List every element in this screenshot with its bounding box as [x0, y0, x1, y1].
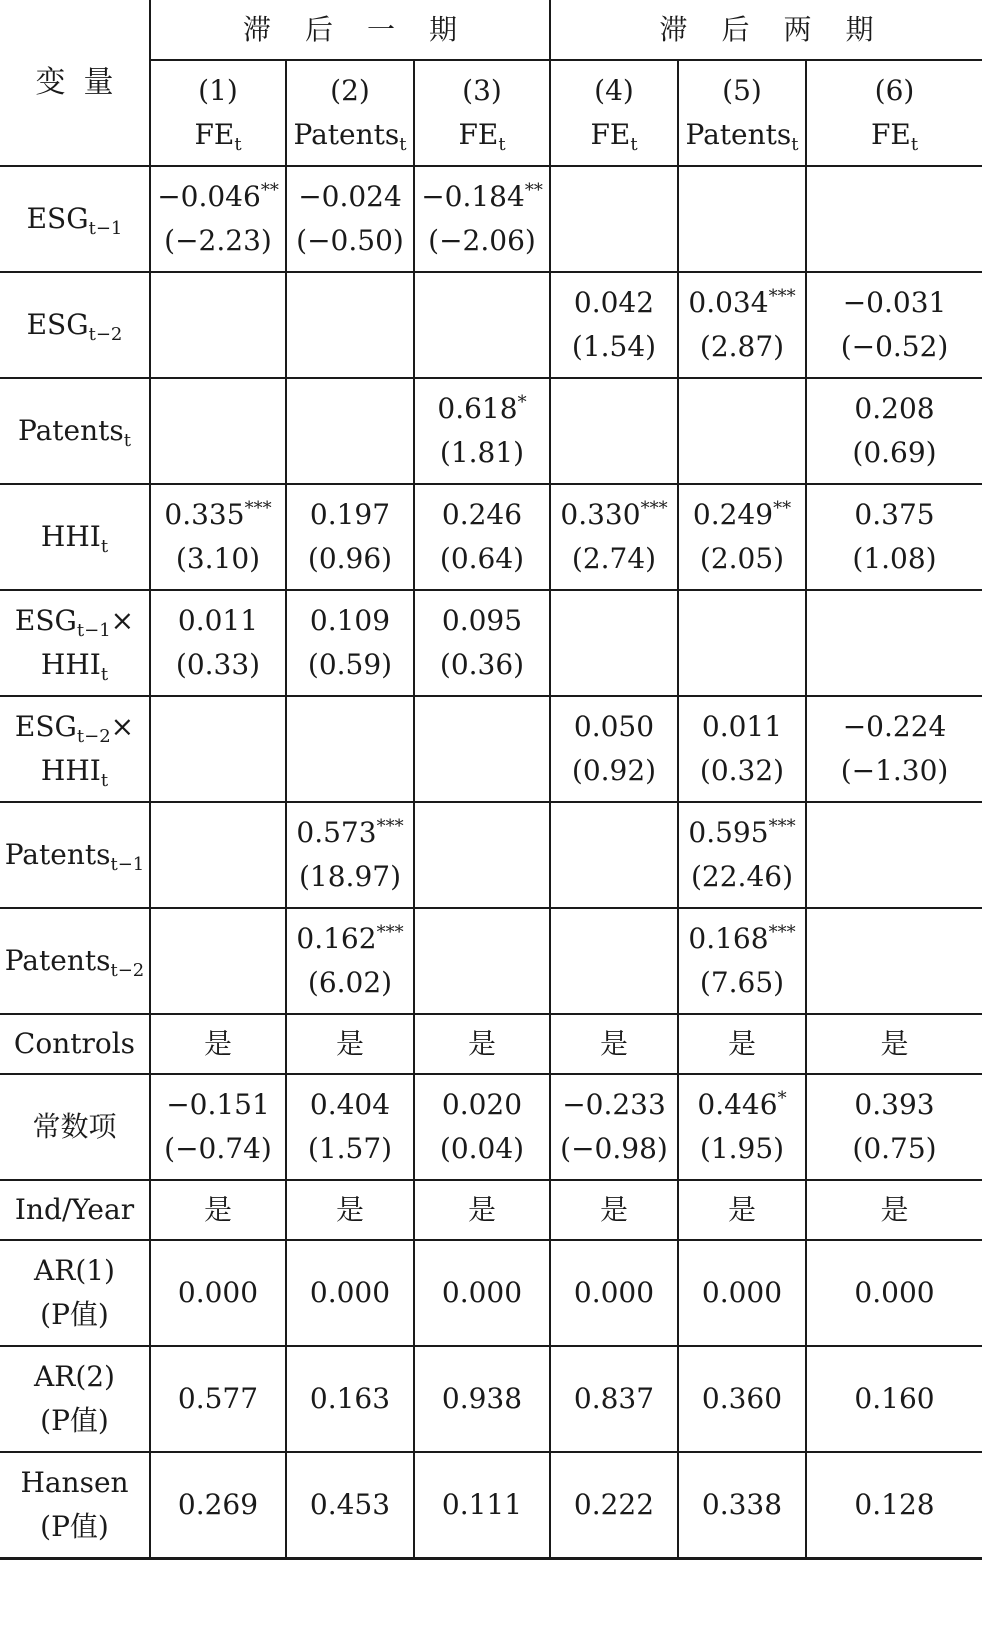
- coefficient-cell-5: [678, 272, 806, 378]
- row-label-base: HHI: [40, 520, 101, 553]
- coefficient-row: [0, 802, 982, 908]
- fixed-effects-row-value: 是: [806, 1180, 982, 1240]
- coefficient-line: [679, 281, 805, 325]
- group-header-lag2: [550, 0, 982, 60]
- column-header-4: [550, 60, 678, 166]
- dependent-variable: [287, 113, 413, 157]
- coefficient-value: 0.618: [437, 392, 518, 425]
- row-label-line: [0, 749, 149, 793]
- coefficient-cell-6: [806, 802, 982, 908]
- dependent-variable: [551, 113, 677, 157]
- coefficient-row: [0, 166, 982, 272]
- coefficient-row: [0, 378, 982, 484]
- dependent-variable-base: FE: [458, 118, 499, 151]
- coefficient-value: 0.011: [177, 604, 259, 637]
- statistic-value: 0.837: [550, 1346, 678, 1452]
- statistic-label-line: (P值): [40, 1404, 109, 1437]
- coefficient-line: [807, 705, 982, 749]
- statistic-value: 0.000: [678, 1240, 806, 1346]
- group-header-lag1: [150, 0, 550, 60]
- dependent-variable-base: FE: [870, 118, 911, 151]
- row-label-suffix: ×: [110, 710, 135, 743]
- dependent-variable-subscript: t: [630, 134, 638, 155]
- dependent-variable: [807, 113, 982, 157]
- column-number: (6): [874, 74, 915, 107]
- coefficient-cell-2: [286, 272, 414, 378]
- statistic-value: 0.222: [550, 1452, 678, 1558]
- coefficient-line: [415, 387, 549, 431]
- t-statistic: (−2.23): [164, 224, 272, 257]
- row-label-subscript: t: [100, 664, 109, 685]
- dependent-variable-subscript: t: [399, 134, 407, 155]
- coefficient-line: [807, 493, 982, 537]
- coefficient-cell-5: [678, 696, 806, 802]
- coefficient-value: 0.595: [688, 816, 769, 849]
- coefficient-line: [415, 175, 549, 219]
- statistic-value: 0.000: [150, 1240, 286, 1346]
- coefficient-line: [287, 175, 413, 219]
- coefficient-cell-6: [806, 696, 982, 802]
- coefficient-cell-4: [550, 802, 678, 908]
- column-header-5: [678, 60, 806, 166]
- dependent-variable: [151, 113, 285, 157]
- coefficient-value: 0.446: [697, 1088, 778, 1121]
- t-statistic: (2.87): [699, 330, 785, 363]
- t-statistic: (0.69): [852, 436, 937, 469]
- row-label-subscript: t−1: [76, 620, 111, 641]
- dependent-variable-base: FE: [590, 118, 631, 151]
- t-statistic: (1.57): [307, 1132, 393, 1165]
- coefficient-row: [0, 590, 982, 696]
- statistic-label-line: (P值): [40, 1509, 109, 1543]
- coefficient-line: [679, 705, 805, 749]
- t-statistic: (0.04): [439, 1132, 525, 1165]
- t-statistic: (0.33): [175, 648, 261, 681]
- fixed-effects-row-value: 是: [286, 1180, 414, 1240]
- coefficient-cell-3: [414, 590, 550, 696]
- coefficient-cell-6: [806, 908, 982, 1014]
- significance-stars: **: [524, 180, 543, 201]
- dependent-variable-subscript: t: [498, 134, 506, 155]
- coefficient-line: [679, 493, 805, 537]
- coefficient-value: 0.573: [296, 816, 377, 849]
- statistic-row: [0, 1452, 982, 1558]
- coefficient-cell-4: [550, 1074, 678, 1180]
- row-label-base: Patents: [4, 838, 111, 871]
- statistic-value: 0.360: [678, 1346, 806, 1452]
- coefficient-line: [287, 599, 413, 643]
- coefficient-line: [287, 917, 413, 961]
- coefficient-cell-1: [150, 484, 286, 590]
- coefficient-value: −0.031: [842, 286, 947, 319]
- row-label-base: Patents: [18, 414, 124, 447]
- coefficient-value: 0.109: [309, 604, 391, 637]
- variable-header-label: 变量: [35, 64, 132, 100]
- coefficient-cell-2: [286, 166, 414, 272]
- coefficient-value: 0.168: [688, 922, 769, 955]
- coefficient-value: −0.224: [842, 710, 947, 743]
- coefficient-line: [287, 811, 413, 855]
- t-statistic: (0.36): [439, 648, 525, 681]
- coefficient-value: 0.050: [573, 710, 655, 743]
- group-header-lag2-label: 滞后两期: [659, 12, 908, 46]
- coefficient-cell-2: [286, 908, 414, 1014]
- t-statistic: (18.97): [298, 860, 401, 893]
- statistic-row: [0, 1240, 982, 1346]
- statistic-value: 0.000: [806, 1240, 982, 1346]
- row-label-line: [0, 599, 149, 643]
- statistic-value: 0.000: [550, 1240, 678, 1346]
- row-label-base: ESG: [14, 604, 77, 637]
- coefficient-cell-3: [414, 1074, 550, 1180]
- coefficient-cell-1: [150, 166, 286, 272]
- row-label: [0, 802, 150, 908]
- coefficient-value: 0.335: [164, 498, 245, 531]
- t-statistic: (6.02): [307, 966, 393, 999]
- coefficient-row: [0, 272, 982, 378]
- column-number: (3): [462, 74, 502, 107]
- statistic-label-line: AR(1): [34, 1254, 115, 1287]
- fixed-effects-row-value: 是: [150, 1180, 286, 1240]
- row-label-line: [0, 833, 149, 877]
- coefficient-cell-2: [286, 378, 414, 484]
- variable-header: [0, 0, 150, 166]
- dependent-variable-subscript: t: [910, 134, 919, 155]
- fixed-effects-row-value: 是: [414, 1180, 550, 1240]
- t-statistic: (2.74): [571, 542, 657, 575]
- t-statistic: (1.81): [439, 436, 525, 469]
- statistic-value: 0.000: [286, 1240, 414, 1346]
- coefficient-value: 0.246: [441, 498, 523, 531]
- coefficient-line: [551, 1083, 677, 1127]
- coefficient-value: −0.046: [157, 180, 261, 213]
- coefficient-line: [679, 1083, 805, 1127]
- coefficient-value: 0.208: [854, 392, 935, 425]
- controls-row-value: 是: [286, 1014, 414, 1074]
- statistic-row-label: [0, 1240, 150, 1346]
- t-statistic: (0.32): [699, 754, 785, 787]
- coefficient-line: [287, 493, 413, 537]
- t-statistic: (3.10): [175, 542, 261, 575]
- t-statistic: (0.59): [307, 648, 393, 681]
- coefficient-value: 0.330: [560, 498, 641, 531]
- t-statistic: (0.64): [439, 542, 525, 575]
- row-label-subscript: t: [100, 536, 109, 557]
- dependent-variable-subscript: t: [791, 134, 799, 155]
- t-statistic: (−1.30): [840, 754, 949, 787]
- coefficient-row: [0, 908, 982, 1014]
- coefficient-cell-3: [414, 484, 550, 590]
- column-header-3: [414, 60, 550, 166]
- coefficient-line: [551, 705, 677, 749]
- coefficient-line: [415, 493, 549, 537]
- t-statistic: (−0.98): [560, 1132, 668, 1165]
- coefficient-value: 0.011: [701, 710, 783, 743]
- coefficient-value: 0.162: [296, 922, 377, 955]
- significance-stars: *: [517, 392, 527, 413]
- coefficient-line: [551, 281, 677, 325]
- statistic-row-label: [0, 1452, 150, 1558]
- row-label-base: Patents: [4, 944, 111, 977]
- row-label-line: [0, 515, 149, 559]
- t-statistic: (1.08): [852, 542, 937, 575]
- significance-stars: ***: [768, 922, 796, 943]
- coefficient-value: −0.233: [562, 1088, 666, 1121]
- t-statistic: (−0.52): [840, 330, 949, 363]
- t-statistic: (1.95): [699, 1132, 785, 1165]
- coefficient-cell-6: [806, 484, 982, 590]
- t-statistic: (1.54): [571, 330, 657, 363]
- significance-stars: ***: [244, 498, 272, 519]
- coefficient-cell-3: [414, 272, 550, 378]
- coefficient-cell-1: [150, 802, 286, 908]
- coefficient-cell-1: [150, 378, 286, 484]
- coefficient-line: [807, 1083, 982, 1127]
- constant-row: [0, 1074, 982, 1180]
- controls-row-value: 是: [806, 1014, 982, 1074]
- row-label-suffix: ×: [110, 604, 135, 637]
- row-label: [0, 590, 150, 696]
- coefficient-cell-5: [678, 484, 806, 590]
- statistic-value: 0.453: [286, 1452, 414, 1558]
- t-statistic: (22.46): [690, 860, 793, 893]
- column-number: (1): [198, 74, 238, 107]
- coefficient-value: 0.404: [309, 1088, 391, 1121]
- coefficient-cell-2: [286, 696, 414, 802]
- row-label: [0, 378, 150, 484]
- coefficient-cell-5: [678, 378, 806, 484]
- coefficient-cell-6: [806, 590, 982, 696]
- coefficient-value: 0.042: [573, 286, 655, 319]
- row-label-line: [0, 303, 149, 347]
- coefficient-cell-3: [414, 166, 550, 272]
- coefficient-cell-4: [550, 272, 678, 378]
- coefficient-cell-4: [550, 908, 678, 1014]
- coefficient-cell-6: [806, 166, 982, 272]
- coefficient-line: [679, 917, 805, 961]
- column-number: (2): [330, 74, 370, 107]
- fixed-effects-row-label: Ind/Year: [0, 1180, 150, 1240]
- column-header-6: [806, 60, 982, 166]
- row-label-line: [0, 939, 149, 983]
- coefficient-line: [807, 387, 982, 431]
- coefficient-value: 0.095: [441, 604, 523, 637]
- coefficient-row: [0, 484, 982, 590]
- coefficient-cell-4: [550, 484, 678, 590]
- dependent-variable-base: FE: [194, 118, 235, 151]
- coefficient-cell-6: [806, 272, 982, 378]
- coefficient-line: [151, 599, 285, 643]
- row-label-subscript: t−2: [110, 960, 145, 981]
- significance-stars: ***: [768, 286, 796, 307]
- coefficient-value: 0.375: [854, 498, 935, 531]
- fixed-effects-row: [0, 1180, 982, 1240]
- row-label-line: [0, 197, 149, 241]
- statistic-row-label: [0, 1346, 150, 1452]
- coefficient-cell-5: [678, 1074, 806, 1180]
- fixed-effects-row-value: 是: [550, 1180, 678, 1240]
- coefficient-line: [151, 493, 285, 537]
- fixed-effects-row-value: 是: [678, 1180, 806, 1240]
- coefficient-cell-2: [286, 590, 414, 696]
- statistic-value: 0.160: [806, 1346, 982, 1452]
- row-label: [0, 166, 150, 272]
- column-number: (4): [594, 74, 634, 107]
- significance-stars: ***: [768, 816, 796, 837]
- coefficient-value: 0.249: [692, 498, 774, 531]
- row-label-base: HHI: [40, 648, 101, 681]
- coefficient-line: [551, 493, 677, 537]
- coefficient-cell-1: [150, 590, 286, 696]
- row-label-base: HHI: [40, 754, 101, 787]
- row-label: [0, 272, 150, 378]
- coefficient-cell-5: [678, 908, 806, 1014]
- coefficient-line: [415, 599, 549, 643]
- group-header-lag1-label: 滞后一期: [242, 12, 491, 46]
- t-statistic: (0.96): [307, 542, 393, 575]
- row-label: [0, 696, 150, 802]
- coefficient-line: [287, 1083, 413, 1127]
- row-label: [0, 908, 150, 1014]
- t-statistic: (0.75): [852, 1132, 937, 1165]
- dependent-variable-base: Patents: [293, 118, 400, 151]
- controls-row-value: 是: [678, 1014, 806, 1074]
- controls-row: [0, 1014, 982, 1074]
- row-label-subscript: t−1: [110, 854, 145, 875]
- coefficient-line: [679, 811, 805, 855]
- coefficient-value: 0.393: [854, 1088, 935, 1121]
- statistic-value: 0.111: [414, 1452, 550, 1558]
- statistic-label-line: (P值): [40, 1298, 109, 1331]
- t-statistic: (−0.74): [164, 1132, 272, 1165]
- statistic-value: 0.269: [150, 1452, 286, 1558]
- row-label: [0, 484, 150, 590]
- coefficient-value: 0.034: [688, 286, 769, 319]
- coefficient-value: −0.184: [421, 180, 525, 213]
- coefficient-cell-6: [806, 1074, 982, 1180]
- statistic-value: 0.938: [414, 1346, 550, 1452]
- statistic-label-line: Hansen: [20, 1465, 129, 1499]
- row-label-line: [0, 705, 149, 749]
- statistic-value: 0.577: [150, 1346, 286, 1452]
- significance-stars: ***: [640, 498, 668, 519]
- coefficient-cell-1: [150, 908, 286, 1014]
- controls-row-value: 是: [550, 1014, 678, 1074]
- column-header-1: [150, 60, 286, 166]
- dependent-variable: [415, 113, 549, 157]
- coefficient-cell-4: [550, 378, 678, 484]
- coefficient-value: 0.197: [309, 498, 391, 531]
- statistic-value: 0.000: [414, 1240, 550, 1346]
- coefficient-value: −0.024: [298, 180, 402, 213]
- column-header-2: [286, 60, 414, 166]
- statistic-value: 0.128: [806, 1452, 982, 1558]
- column-number: (5): [722, 74, 762, 107]
- t-statistic: (7.65): [699, 966, 785, 999]
- coefficient-cell-2: [286, 802, 414, 908]
- coefficient-cell-4: [550, 590, 678, 696]
- controls-row-value: 是: [414, 1014, 550, 1074]
- coefficient-cell-5: [678, 802, 806, 908]
- coefficient-row: [0, 696, 982, 802]
- row-label-base: ESG: [26, 202, 89, 235]
- dependent-variable-subscript: t: [234, 134, 242, 155]
- coefficient-cell-4: [550, 696, 678, 802]
- row-label-subscript: t−2: [88, 324, 123, 345]
- coefficient-cell-1: [150, 1074, 286, 1180]
- row-label-line: [0, 643, 149, 687]
- constant-row-label: 常数项: [0, 1074, 150, 1180]
- significance-stars: **: [773, 498, 792, 519]
- coefficient-cell-3: [414, 696, 550, 802]
- dependent-variable-base: Patents: [685, 118, 792, 151]
- coefficient-cell-2: [286, 484, 414, 590]
- coefficient-line: [151, 175, 285, 219]
- row-label-subscript: t−1: [88, 218, 123, 239]
- t-statistic: (−2.06): [428, 224, 536, 257]
- coefficient-cell-1: [150, 272, 286, 378]
- coefficient-value: 0.020: [441, 1088, 523, 1121]
- coefficient-cell-5: [678, 590, 806, 696]
- header-group-row: [0, 0, 982, 60]
- significance-stars: ***: [376, 922, 404, 943]
- coefficient-cell-2: [286, 1074, 414, 1180]
- coefficient-line: [807, 281, 982, 325]
- significance-stars: **: [260, 180, 279, 201]
- coefficient-line: [415, 1083, 549, 1127]
- row-label-line: [0, 409, 149, 453]
- t-statistic: (2.05): [699, 542, 785, 575]
- coefficient-value: −0.151: [166, 1088, 270, 1121]
- coefficient-cell-1: [150, 696, 286, 802]
- row-label-base: ESG: [14, 710, 77, 743]
- coefficient-line: [151, 1083, 285, 1127]
- row-label-base: ESG: [26, 308, 89, 341]
- coefficient-cell-5: [678, 166, 806, 272]
- row-label-subscript: t−2: [76, 726, 111, 747]
- coefficient-cell-6: [806, 378, 982, 484]
- significance-stars: *: [777, 1088, 787, 1109]
- row-label-subscript: t: [100, 770, 109, 791]
- statistic-row: [0, 1346, 982, 1452]
- row-label-subscript: t: [123, 430, 131, 451]
- t-statistic: (−0.50): [296, 224, 404, 257]
- statistic-value: 0.338: [678, 1452, 806, 1558]
- controls-row-label: Controls: [0, 1014, 150, 1074]
- coefficient-cell-3: [414, 802, 550, 908]
- coefficient-cell-3: [414, 908, 550, 1014]
- t-statistic: (0.92): [571, 754, 657, 787]
- controls-row-value: 是: [150, 1014, 286, 1074]
- statistic-label-line: AR(2): [34, 1360, 115, 1393]
- dependent-variable: [679, 113, 805, 157]
- statistic-value: 0.163: [286, 1346, 414, 1452]
- significance-stars: ***: [376, 816, 404, 837]
- coefficient-cell-3: [414, 378, 550, 484]
- coefficient-cell-4: [550, 166, 678, 272]
